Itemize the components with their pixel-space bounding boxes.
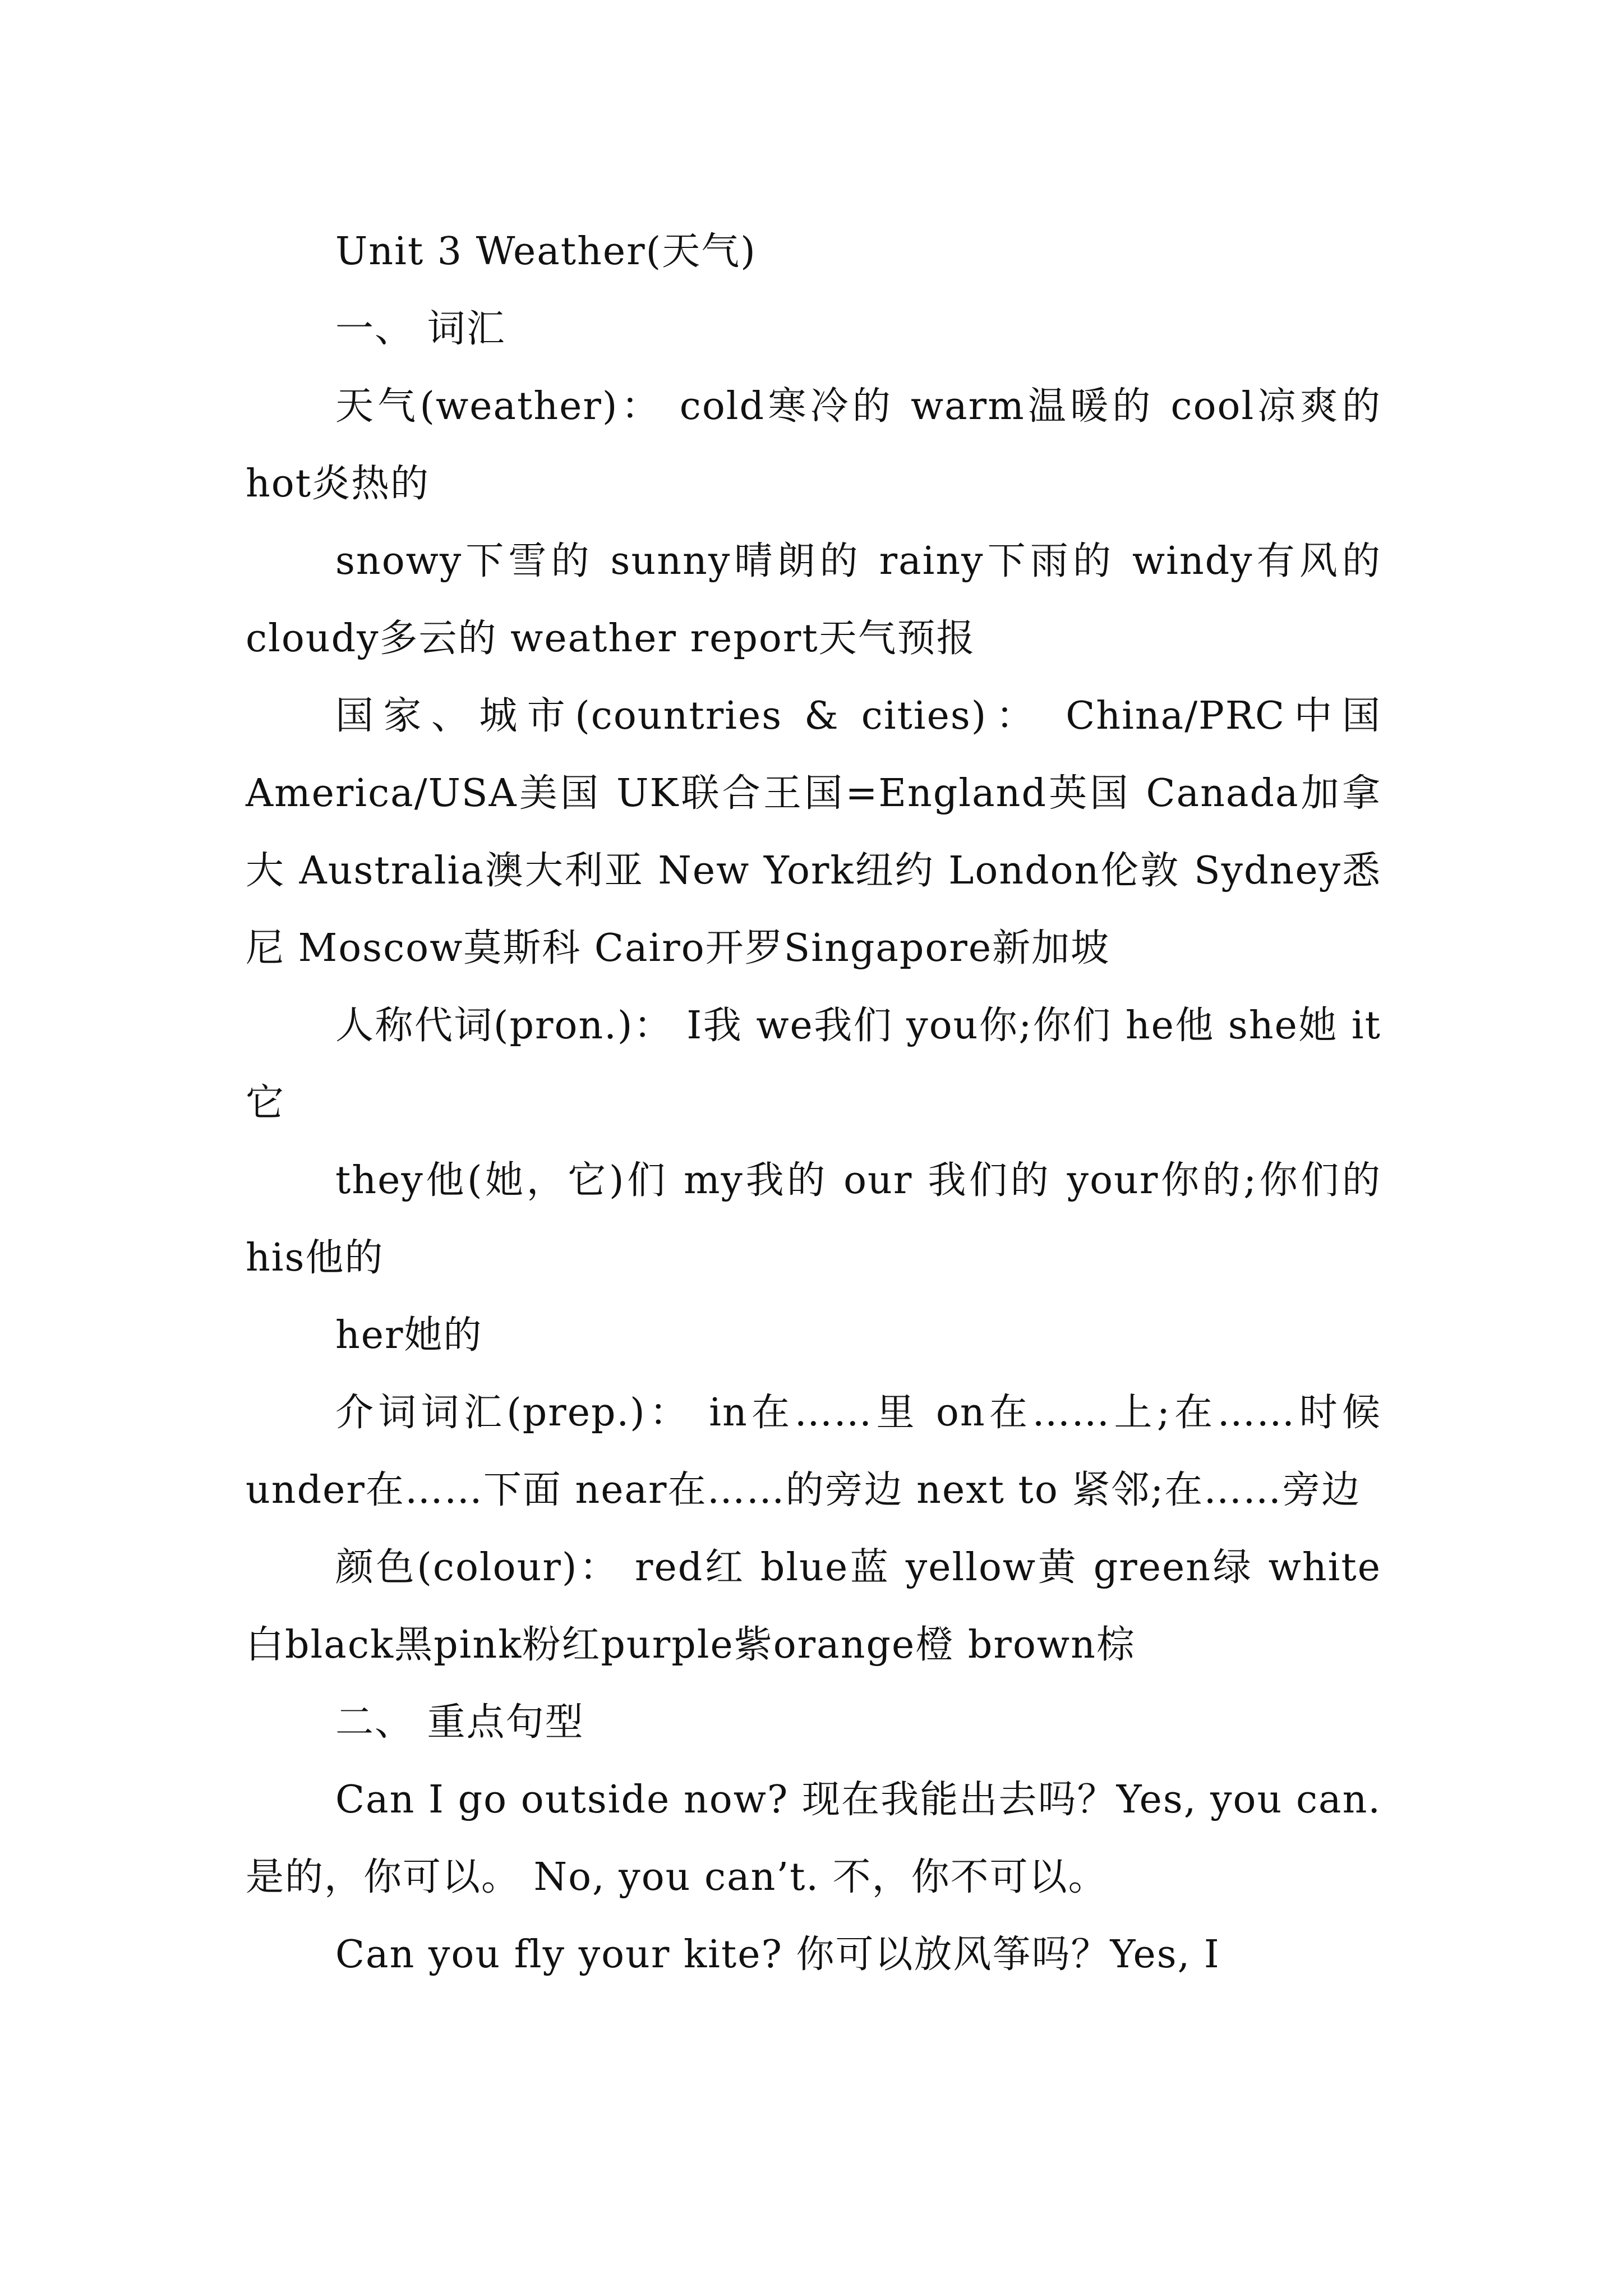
paragraph-sentence-go-outside: Can I go outside now? 现在我能出去吗？Yes, you can.是的，你可以。 No, you can’t. 不，你不可以。 — [246, 1778, 1381, 1899]
paragraph-sentence-fly-kite: Can you fly your kite? 你可以放风筝吗？Yes, I — [335, 1932, 1220, 1977]
document-body — [246, 213, 1381, 1994]
paragraph-prepositions: 介词词汇(prep.)： in在……里 on在……上;在……时候 under在……下面 near在……的旁边 next to 紧邻;在……旁边 — [246, 1391, 1381, 1512]
paragraph-weather-words: 天气(weather)： cold寒冷的 warm温暖的 cool凉爽的 hot炎热的 — [246, 384, 1381, 506]
paragraph-countries-cities: 国家、城市(countries & cities)： China/PRC中国 America/USA美国 UK联合王国=England英国 Canada加拿大 Australia澳大利亚 New York纽约 London伦敦 Sydney悉尼 Moscow莫斯科 Cairo开罗Singapore新加坡 — [246, 694, 1381, 970]
document-title: Unit 3 Weather(天气) — [335, 229, 757, 274]
paragraph-colours: 颜色(colour)： red红 blue蓝 yellow黄 green绿 white白black黑pink粉红purple紫orange橙 brown棕 — [246, 1545, 1381, 1667]
paragraph-pronouns-2: they他(她，它)们 my我的 our 我们的 your你的;你们的 his他的 — [246, 1158, 1381, 1280]
section-heading-key-sentences: 二、 重点句型 — [335, 1700, 584, 1745]
paragraph-weather-words-2: snowy下雪的 sunny晴朗的 rainy下雨的 windy有风的 cloudy多云的 weather report天气预报 — [246, 539, 1381, 661]
section-heading-vocabulary: 一、 词汇 — [335, 307, 506, 351]
paragraph-pronouns-3: her她的 — [335, 1313, 483, 1358]
paragraph-pronouns: 人称代词(pron.)： I我 we我们 you你;你们 he他 she她 it它 — [246, 1004, 1381, 1125]
